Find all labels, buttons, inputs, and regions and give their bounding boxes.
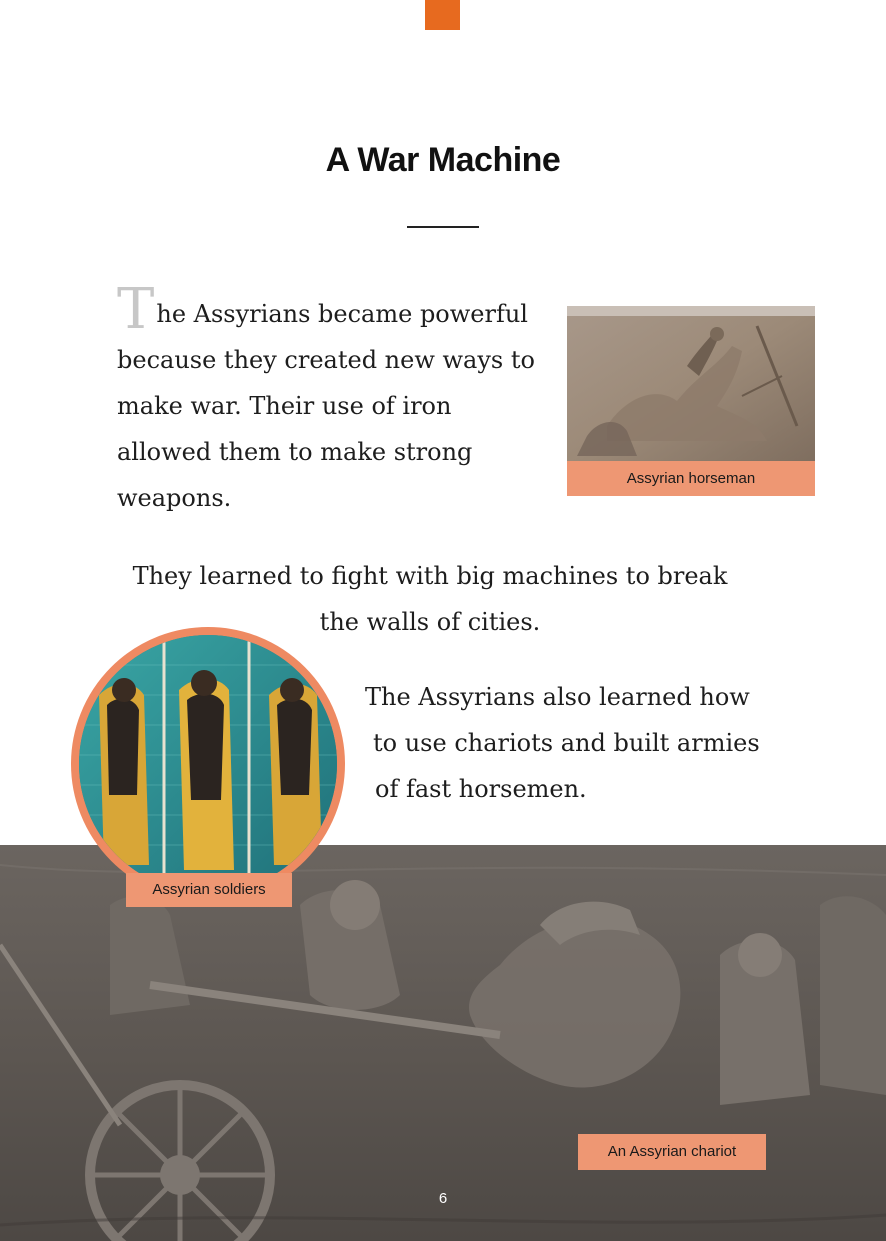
stone-relief-horseman-icon bbox=[567, 306, 815, 461]
paragraph-iron-weapons bbox=[117, 277, 537, 521]
glazed-brick-soldiers-icon bbox=[79, 635, 337, 893]
paragraph-chariots-line-2: to use chariots and built armies bbox=[373, 729, 760, 757]
paragraph-siege-machines: They learned to fight with big machines to break the walls of cities. bbox=[132, 562, 728, 636]
chariot-caption: An Assyrian chariot bbox=[578, 1134, 766, 1170]
paragraph-iron-weapons-text: he Assyrians became powerful because they created new ways to make war. Their use of iron allowed them to make strong weapons. bbox=[117, 300, 535, 512]
soldiers-photo bbox=[71, 627, 345, 901]
top-accent-tab bbox=[425, 0, 460, 30]
paragraph-chariots bbox=[365, 674, 785, 812]
page-title: A War Machine bbox=[325, 140, 561, 179]
drop-cap: T bbox=[117, 277, 155, 342]
title-divider bbox=[407, 226, 479, 228]
paragraph-chariots-line-1: The Assyrians also learned how bbox=[365, 683, 750, 711]
page-number: 6 bbox=[438, 1190, 448, 1207]
soldiers-caption: Assyrian soldiers bbox=[126, 873, 292, 907]
horseman-photo bbox=[567, 306, 815, 461]
paragraph-chariots-line-3: of fast horsemen. bbox=[375, 775, 587, 803]
horseman-caption: Assyrian horseman bbox=[567, 461, 815, 496]
